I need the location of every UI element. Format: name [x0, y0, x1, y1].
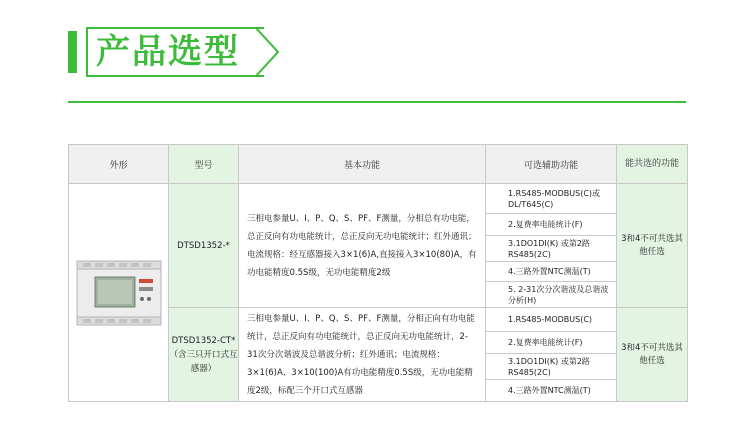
section-title-badge — [68, 27, 278, 79]
option-cell: 3.1DO1DI(K) 或第2路RS485(2C) — [486, 354, 617, 380]
header-coselect: 能共选的功能 — [617, 145, 688, 184]
table-row — [69, 184, 688, 214]
table-header-row — [69, 145, 688, 184]
option-cell: 4.三路外置NTC测温(T) — [486, 262, 617, 282]
coselect-cell: 3和4不可共选其他任选 — [617, 308, 688, 402]
option-cell: 3.1DO1DI(K) 或第2路RS485(2C) — [486, 236, 617, 262]
header-basic-function: 基本功能 — [239, 145, 486, 184]
energy-meter-image — [71, 251, 167, 335]
product-selection-table — [68, 144, 688, 402]
header-appearance: 外形 — [69, 145, 169, 184]
title-box — [86, 27, 264, 77]
basic-function-cell: 三相电参量U、I、P、Q、S、PF、F测量，分相正向有功电能统计，总正反向有功电能统计，总正反向无功电能统计，2-31次分次谐波及总谐波分析；红外通讯；电流规格：3×1(6)A、3×10(100)A有功电能精度0.5S级，无功电能精度2级，标配三个开口式互感器 — [239, 308, 486, 402]
header-model: 型号 — [169, 145, 239, 184]
header-optional-function: 可选辅助功能 — [486, 145, 617, 184]
option-cell: 1.RS485-MODBUS(C) — [486, 308, 617, 332]
option-cell: 5. 2-31次分次谐波及总谐波分析(H) — [486, 282, 617, 308]
option-cell: 2.复费率电能统计(F) — [486, 332, 617, 354]
basic-function-cell: 三相电参量U、I、P、Q、S、PF、F测量，分相总有功电能，总正反向有功电能统计，总正反向无功电能统计；红外通讯；电流规格：经互感器接入3×1(6)A,直接接入3×10(80)A，有功电能精度0.5S级，无功电能精度2级 — [239, 184, 486, 308]
product-image-cell — [69, 184, 169, 402]
option-cell: 4.三路外置NTC测温(T) — [486, 380, 617, 402]
title-arrow-icon — [256, 27, 280, 77]
model-cell: DTSD1352-CT*（含三只开口式互感器） — [169, 308, 239, 402]
option-cell: 2.复费率电能统计(F) — [486, 214, 617, 236]
coselect-cell: 3和4不可共选其他任选 — [617, 184, 688, 308]
model-cell: DTSD1352-* — [169, 184, 239, 308]
page-title: 产品选型 — [96, 32, 240, 72]
title-accent-bar — [68, 31, 77, 73]
option-cell: 1.RS485-MODBUS(C)或DL/T645(C) — [486, 184, 617, 214]
title-divider — [68, 101, 686, 103]
